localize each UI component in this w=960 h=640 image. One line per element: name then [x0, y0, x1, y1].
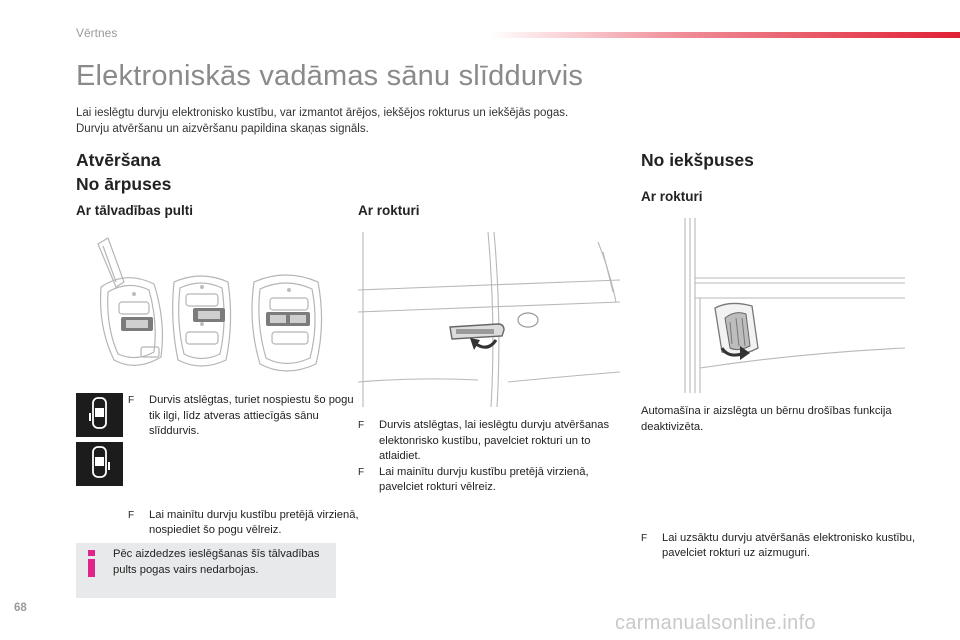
sliding-door-button-icon — [76, 393, 123, 437]
bullet-mark: F — [128, 395, 135, 406]
sliding-door-button-icon — [76, 442, 123, 486]
info-box — [76, 543, 336, 598]
inside-handle-illustration — [660, 218, 905, 393]
page-number: 68 — [14, 602, 27, 614]
inside-step-1-text: Lai uzsāktu durvju atvēršanās elektronisko kustību, pavelciet rokturi uz aizmuguri. — [662, 531, 916, 559]
outside-handle-heading: Ar rokturi — [358, 203, 420, 218]
info-icon — [82, 549, 100, 581]
section-label: Vērtnes — [76, 26, 118, 40]
remote-step-1 — [128, 393, 364, 440]
outside-handle-step-2 — [358, 465, 623, 496]
bullet-mark: F — [641, 532, 648, 544]
remote-step-2 — [128, 508, 364, 539]
bullet-mark: F — [358, 466, 365, 478]
intro-line-1: Lai ieslēgtu durvju elektronisko kustību, var izmantot ārējos, iekšējos rokturus un iekšējās pogas. — [76, 107, 569, 119]
info-text: Pēc aizdedzes ieslēgšanas šīs tālvadības pults pogas vairs nedarbojas. — [113, 548, 320, 576]
opening-heading: Atvēršana — [76, 150, 161, 170]
outside-handle-steps — [358, 418, 623, 496]
outside-handle-step-1 — [358, 418, 623, 465]
bullet-mark: F — [128, 509, 135, 521]
inside-handle-heading: Ar rokturi — [641, 189, 703, 204]
inside-step-1 — [641, 531, 927, 562]
remote-step-2-text: Lai mainītu durvju kustību pretējā virzienā, nospiediet šo pogu vēlreiz. — [149, 508, 359, 536]
remote-keys-illustration — [86, 232, 336, 392]
intro-text — [76, 105, 676, 137]
page-title: Elektroniskās vadāmas sānu slīddurvis — [76, 60, 584, 92]
outside-handle-step-1-text: Durvis atslēgtas, lai ieslēgtu durvju atvēršanas elektonrisko kustību, pavelciet rokturi un to atlaidiet. — [379, 419, 610, 462]
remote-step-1-text: Durvis atslēgtas, turiet nospiestu šo pogu tik ilgi, līdz atveras attiecīgās sānu slīddurvis. — [149, 394, 354, 437]
remote-heading: Ar tālvadības pulti — [76, 203, 194, 218]
outside-handle-illustration — [358, 232, 620, 407]
outside-handle-step-2-text: Lai mainītu durvju kustību pretējā virzienā, pavelciet rokturi vēlreiz. — [379, 465, 589, 493]
watermark: carmanualsonline.info — [615, 612, 816, 634]
header-accent-bar — [490, 32, 960, 38]
bullet-mark: F — [358, 420, 365, 431]
intro-line-2: Durvju atvēršanu un aizvēršanu papildina skaņas signāls. — [76, 123, 369, 135]
inside-heading: No iekšpuses — [641, 150, 754, 170]
outside-heading: No ārpuses — [76, 174, 172, 194]
inside-note: Automašīna ir aizslēgta un bērnu drošības funkcija deaktivizēta. — [641, 405, 892, 433]
